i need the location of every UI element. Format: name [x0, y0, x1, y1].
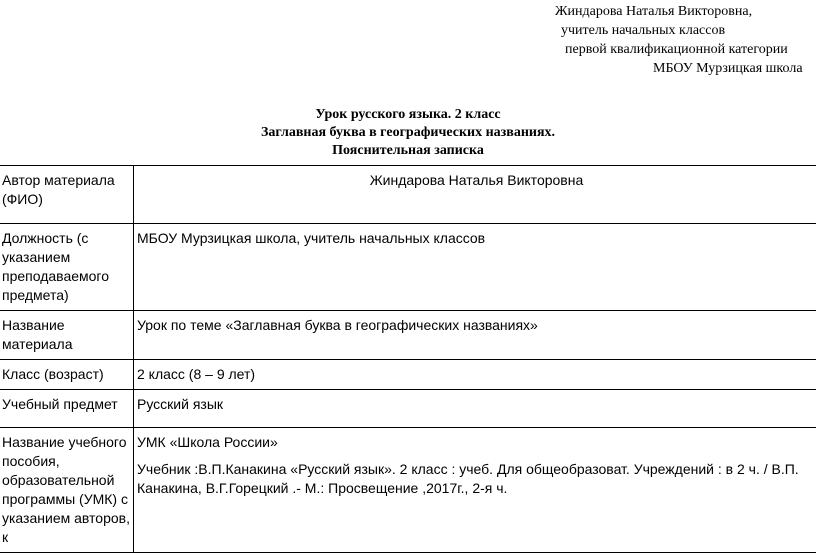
author-info — [530, 2, 816, 78]
row-label: Автор материала (ФИО) — [0, 166, 134, 224]
row-value — [134, 428, 816, 553]
info-table — [0, 165, 816, 553]
title-line-2: Заглавная буква в географических названиях. — [0, 124, 816, 142]
textbook-reference: Учебник :В.П.Канакина «Русский язык». 2 класс : учеб. Для общеобразоват. Учреждений : в 2 ч. / В.П. Канакина, В.Г.Горецкий .- М.: Просвещение ,2017г., 2-я ч. — [137, 460, 816, 498]
row-label: Название материала — [0, 311, 134, 360]
row-value: Урок по теме «Заглавная буква в географических названиях» — [134, 311, 816, 360]
table-row — [0, 390, 816, 428]
umk-name: УМК «Школа России» — [137, 433, 816, 452]
title-line-1: Урок русского языка. 2 класс — [0, 106, 816, 124]
row-label: Название учебного пособия, образовательной программы (УМК) с указанием авторов, к — [0, 428, 134, 553]
author-category: первой квалификационной категории — [530, 40, 816, 59]
author-name: Жиндарова Наталья Викторовна, — [530, 2, 816, 21]
table-row — [0, 311, 816, 360]
row-value: Жиндарова Наталья Викторовна — [134, 166, 816, 224]
title-line-3: Пояснительная записка — [0, 142, 816, 160]
document-title — [0, 106, 816, 160]
table-row — [0, 360, 816, 390]
table-row — [0, 428, 816, 553]
row-value: 2 класс (8 – 9 лет) — [134, 360, 816, 390]
row-label: Должность (с указанием преподаваемого предмета) — [0, 224, 134, 311]
row-label: Класс (возраст) — [0, 360, 134, 390]
table-row — [0, 166, 816, 224]
author-school: МБОУ Мурзицкая школа — [530, 59, 816, 78]
row-value: Русский язык — [134, 390, 816, 428]
table-row — [0, 224, 816, 311]
row-value: МБОУ Мурзицкая школа, учитель начальных классов — [134, 224, 816, 311]
author-position: учитель начальных классов — [530, 21, 816, 40]
row-label: Учебный предмет — [0, 390, 134, 428]
